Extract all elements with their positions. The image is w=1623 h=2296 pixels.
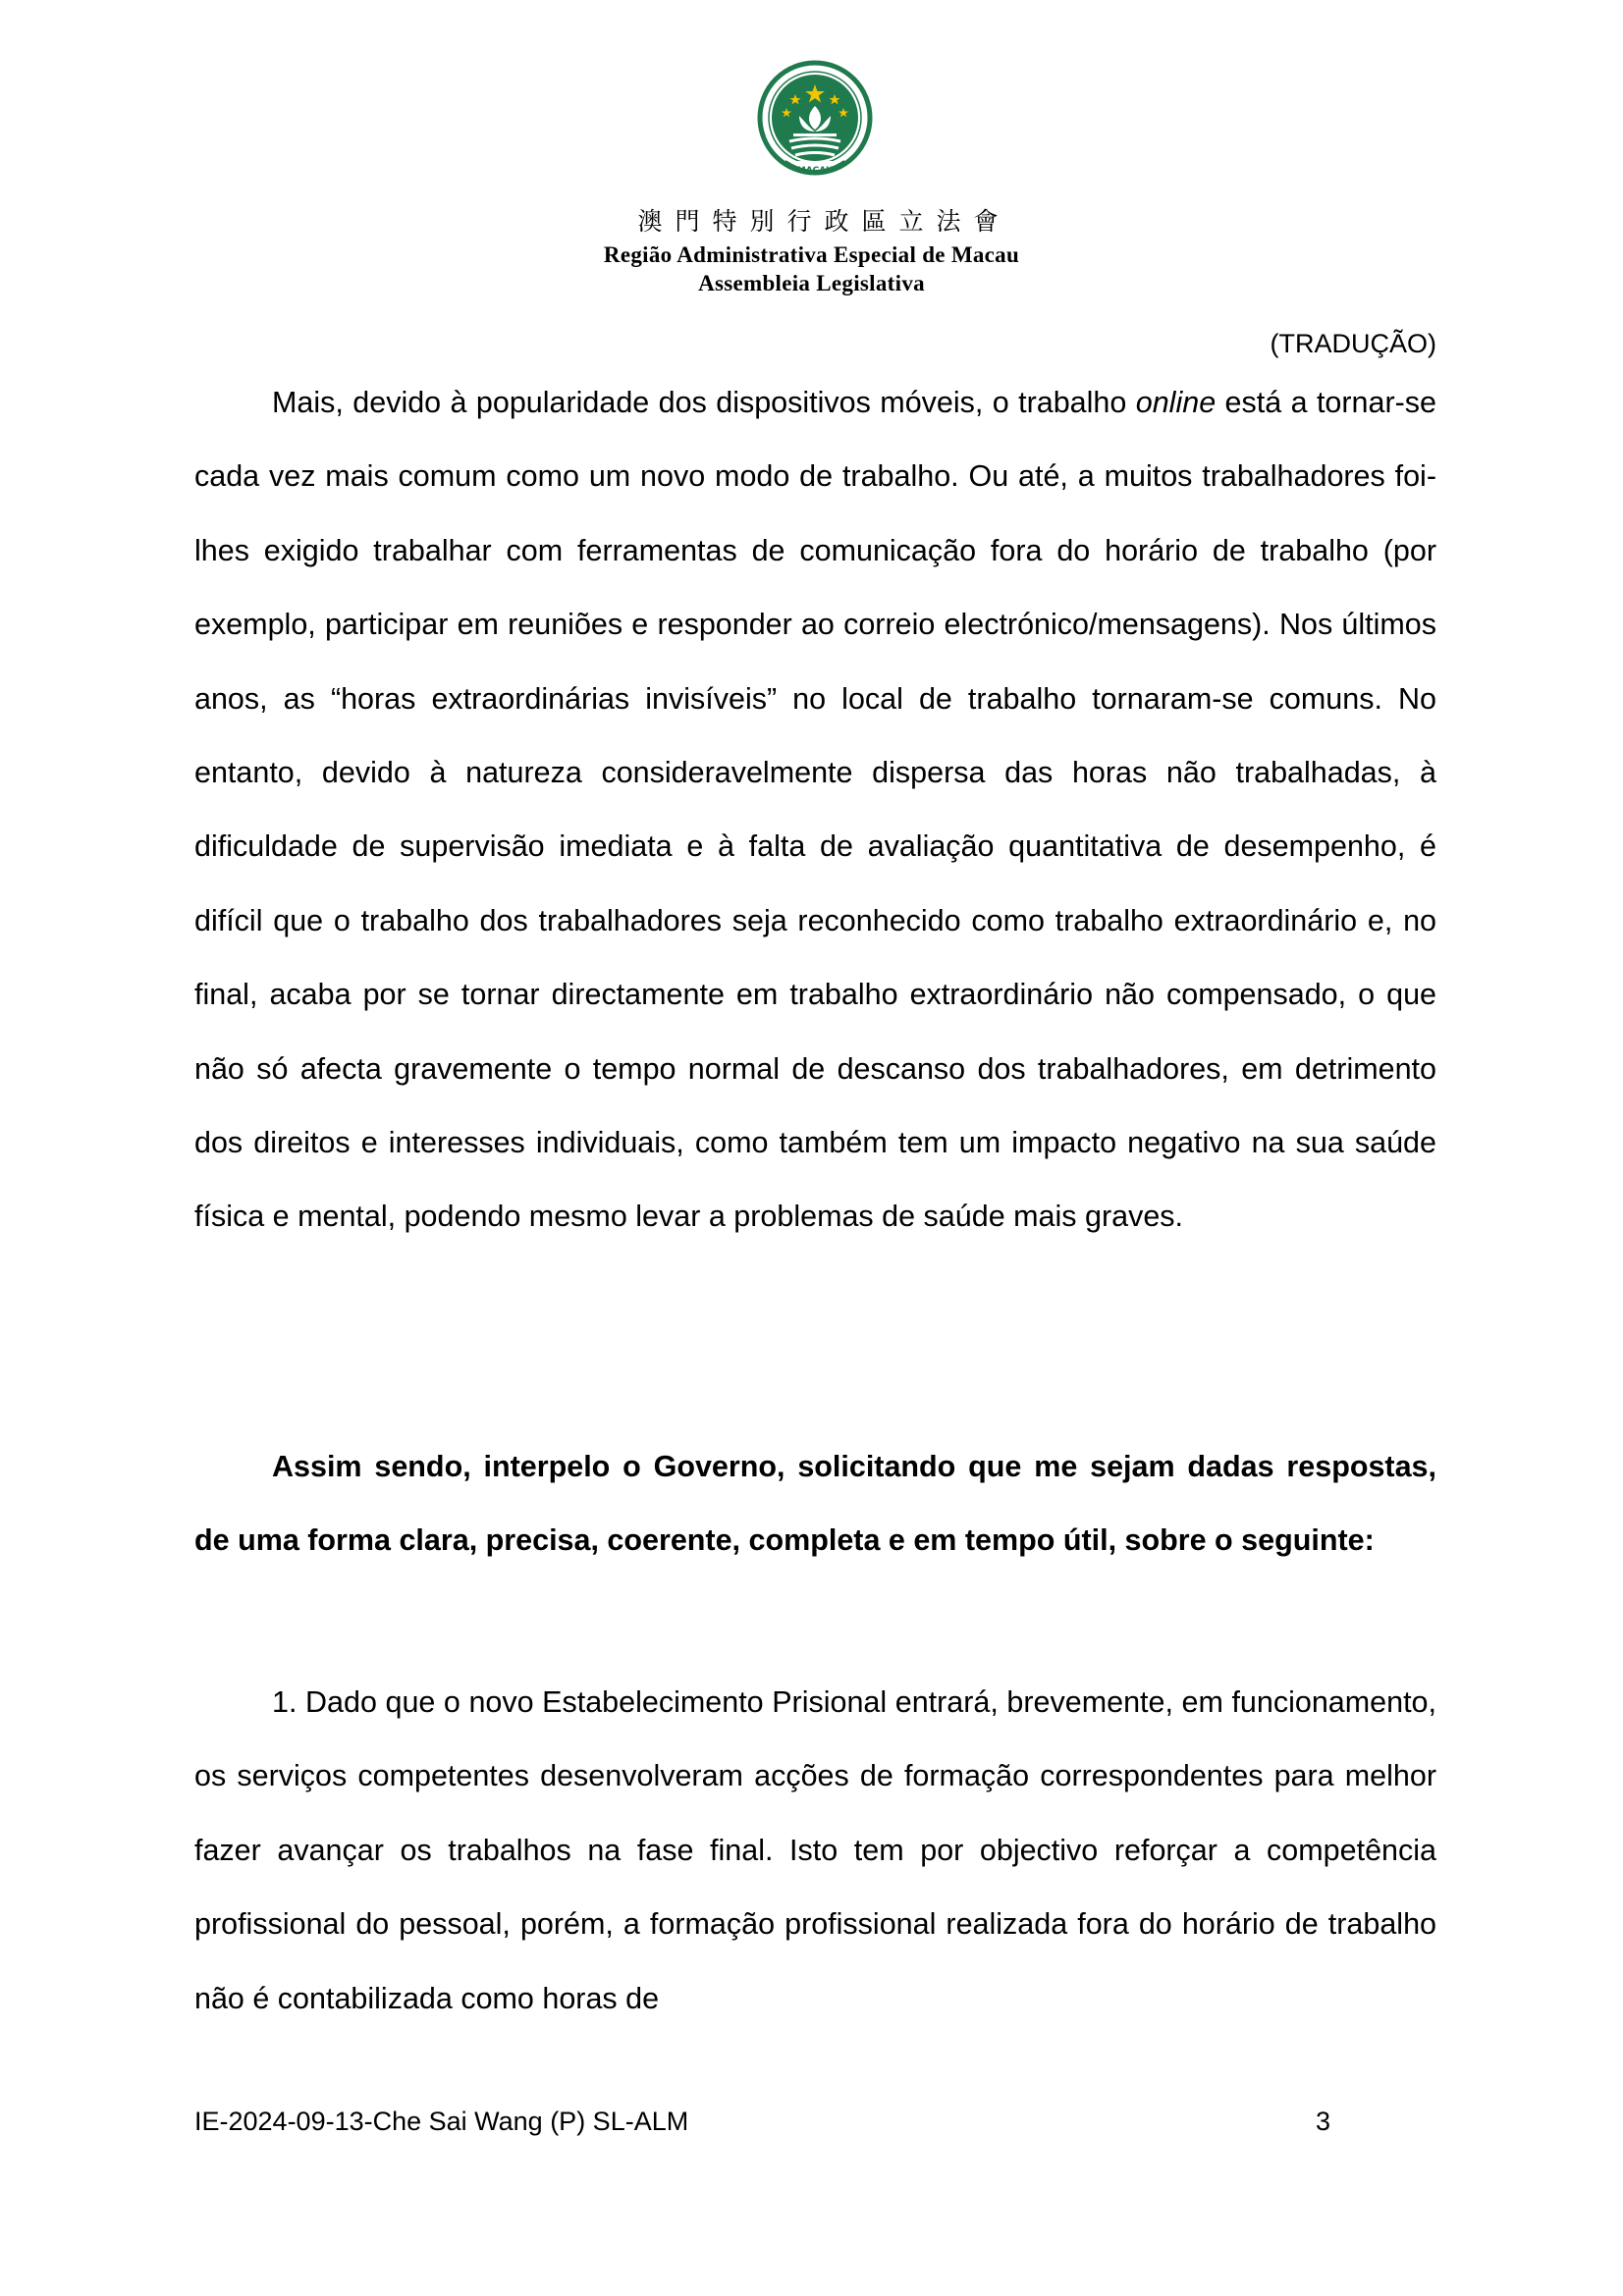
assembly-name-portuguese: Assembleia Legislativa — [698, 271, 925, 295]
paragraph-online-work — [194, 366, 1436, 1255]
macau-emblem-icon — [756, 59, 874, 187]
assembly-name-chinese: 澳門特別行政區立法會 — [637, 207, 1011, 236]
paragraph-interpellation: Assim sendo, interpelo o Governo, solicitando que me sejam dadas respostas, de uma forma clara, precisa, coerente, completa e em tempo útil, sobre o seguinte: — [194, 1450, 1436, 1558]
document-reference: IE-2024-09-13-Che Sai Wang (P) SL-ALM — [194, 2107, 689, 2136]
svg-text:MACAU: MACAU — [796, 166, 834, 176]
online-emphasis: online — [1135, 386, 1217, 419]
paragraph-online-work-start: Mais, devido à popularidade dos dispositivos móveis, o trabalho — [272, 386, 1136, 419]
page-number: 3 — [1316, 2107, 1331, 2136]
paragraph-online-work-rest: está a tornar-se cada vez mais comum como um novo modo de trabalho. Ou até, a muitos trabalhadores foi-lhes exigido trabalhar com ferramentas de comunicação fora do horário de trabalho (por exemplo, participar em reuniões e responder ao correio electrónico/mensagens). Nos últimos anos, as “horas extraordinárias invisíveis” no local de trabalho tornaram-se comuns. No entanto, devido à natureza consideravelmente dispersa das horas não trabalhadas, à dificuldade de supervisão imediata e à falta de avaliação quantitativa de desempenho, é difícil que o trabalho dos trabalhadores seja reconhecido como trabalho extraordinário e, no final, acaba por se tornar directamente em trabalho extraordinário não compensado, o que não só afecta gravemente o tempo normal de descanso dos trabalhadores, em detrimento dos direitos e interesses individuais, como também tem um impacto negativo na sua saúde física e mental, podendo mesmo levar a problemas de saúde mais graves. — [194, 386, 1436, 1234]
translation-tag: (TRADUÇÃO) — [1270, 329, 1436, 358]
question-1: 1. Dado que o novo Estabelecimento Prisional entrará, brevemente, em funcionamento, os serviços competentes desenvolveram acções de formação correspondentes para melhor fazer avançar os trabalhos na fase final. Isto tem por objectivo reforçar a competência profissional do pessoal, porém, a formação profissional realizada fora do horário de trabalho não é contabilizada como horas de — [194, 1685, 1436, 2015]
region-name-portuguese: Região Administrativa Especial de Macau — [603, 242, 1020, 267]
